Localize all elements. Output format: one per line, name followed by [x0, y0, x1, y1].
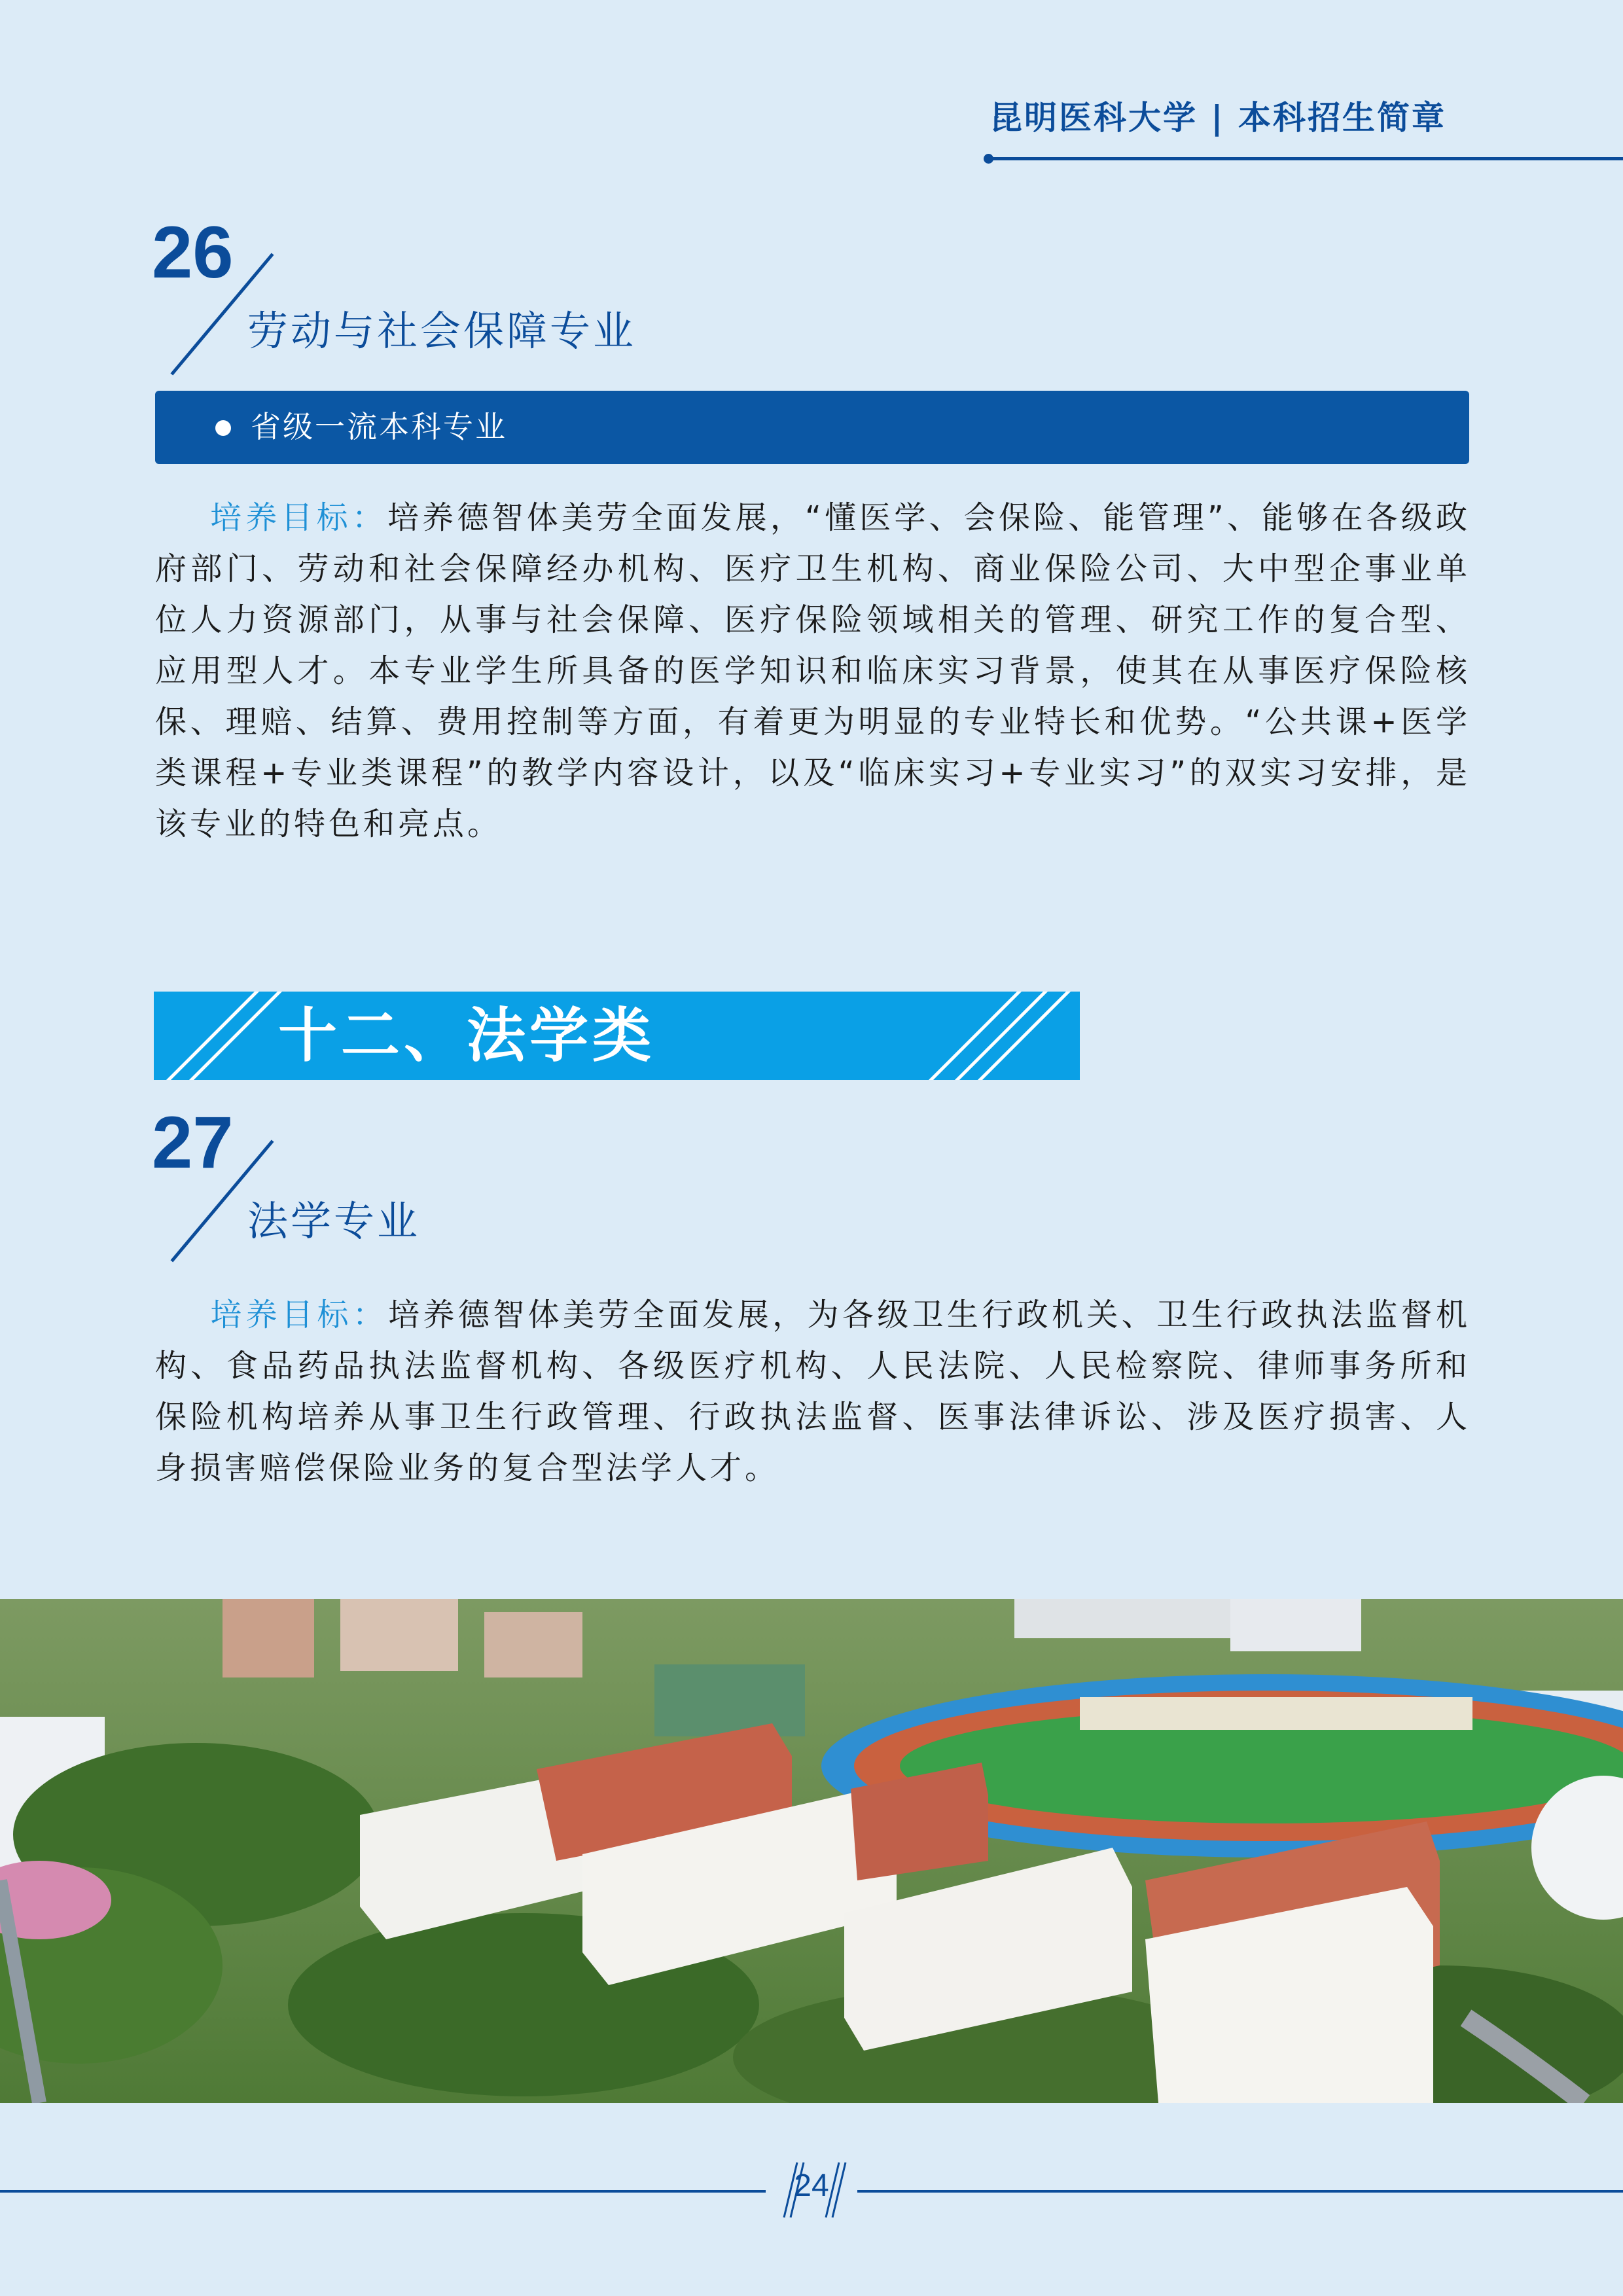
banner-stripe — [971, 992, 1075, 1080]
category-title: 十二、法学类 — [278, 1001, 655, 1070]
campus-illustration — [0, 1599, 1623, 2103]
bullet-dot-icon — [215, 420, 231, 436]
header-rule — [991, 157, 1623, 160]
honor-bar — [155, 391, 1469, 464]
page-number: 24 — [794, 2168, 829, 2203]
page-number-box — [766, 2160, 857, 2219]
banner-stripe — [948, 992, 1052, 1080]
goal-text-26: 培养德智体美劳全面发展，“懂医学、会保险、能管理”、能够在各级政府部门、劳动和社会保障经办机构、医疗卫生机构、商业保险公司、大中型企事业单位人力资源部门，从事与社会保障、医疗保险领域相关的管理、研究工作的复合型、应用型人才。本专业学生所具备的医学知识和临床实习背景，使其在从事医疗保险核保、理赔、结算、费用控制等方面，有着更为明显的专业特长和优势。“公共课+医学类课程+专业类课程”的教学内容设计，以及“临床实习+专业实习”的双实习安排，是该专业的特色和亮点。 — [155, 499, 1471, 842]
major-title-law: 法学专业 — [247, 1197, 421, 1245]
major-title-labor-social-security: 劳动与社会保障专业 — [247, 307, 637, 355]
banner-stripe — [159, 992, 263, 1080]
section-number-27: 27 — [152, 1102, 234, 1183]
goal-text-27: 培养德智体美劳全面发展，为各级卫生行政机关、卫生行政执法监督机构、食品药品执法监督机构、各级医疗机构、人民法院、人民检察院、律师事务所和保险机构培养从事卫生行政管理、行政执法监督、医事法律诉讼、涉及医疗损害、人身损害赔偿保险业务的复合型法学人才。 — [155, 1297, 1471, 1486]
honor-label: 省级一流本科专业 — [251, 409, 507, 444]
category-banner-law — [154, 992, 1080, 1080]
section-number-26: 26 — [152, 211, 234, 293]
banner-stripe — [921, 992, 1026, 1080]
campus-aerial-photo — [0, 1599, 1623, 2103]
training-goal-27 — [155, 1289, 1471, 1494]
training-goal-26 — [155, 492, 1471, 850]
brochure-header-title: 昆明医科大学 | 本科招生简章 — [989, 98, 1446, 137]
banner-stripe — [182, 992, 286, 1080]
goal-label-26: 培养目标： — [210, 499, 388, 536]
goal-label-27: 培养目标： — [210, 1297, 389, 1333]
